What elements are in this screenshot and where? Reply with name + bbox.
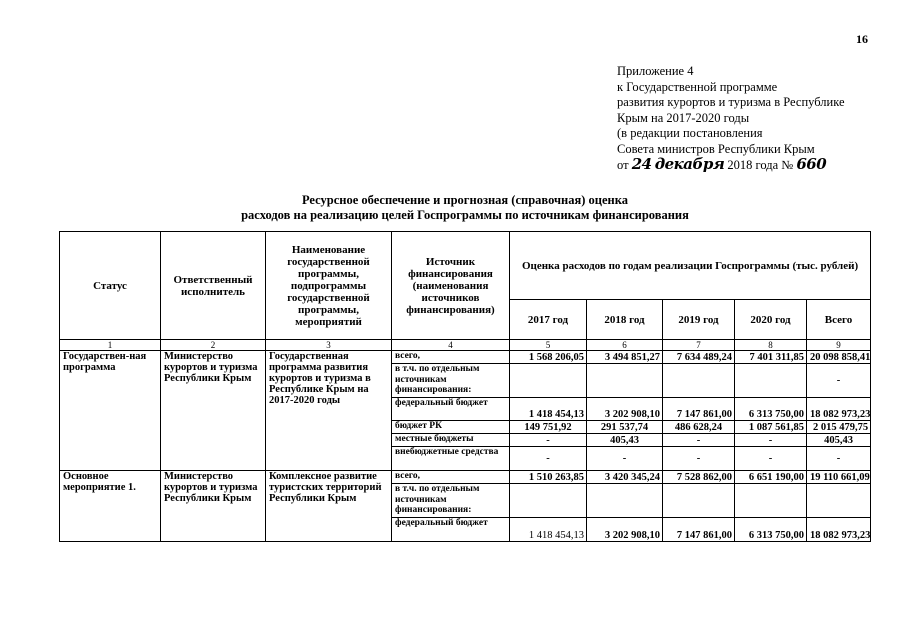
header-source: Источник финансирования (наименования источников финансирования)	[392, 232, 510, 340]
title-line-1: Ресурсное обеспечение и прогнозная (справочная) оценка	[301, 193, 629, 207]
value-cell: -	[807, 364, 871, 398]
value-cell: -	[663, 447, 735, 471]
value-cell: 291 537,74	[587, 421, 663, 434]
value-cell	[663, 484, 735, 518]
source-cell: в т.ч. по отдельным источникам финансирования:	[392, 484, 510, 518]
source-cell: внебюджетные средства	[392, 447, 510, 471]
appendix-line: Совета министров Республики Крым	[617, 141, 815, 156]
value-cell: 1 510 263,85	[510, 471, 587, 484]
resolution-date-line	[617, 157, 845, 174]
handwritten-month: декабря	[654, 155, 725, 173]
value-cell: 7 401 311,85	[735, 351, 807, 364]
header-2019: 2019 год	[663, 300, 735, 340]
column-number: 7	[663, 340, 735, 351]
appendix-line: (в редакции постановления	[617, 126, 763, 140]
header-executor: Ответственный исполнитель	[161, 232, 266, 340]
value-cell: 20 098 858,41	[807, 351, 871, 364]
source-cell: всего,	[392, 351, 510, 364]
header-name: Наименование государственной программы, подпрограммы государственной программы, мероприятий	[266, 232, 392, 340]
financing-table	[59, 231, 871, 542]
value-cell: 1 087 561,85	[735, 421, 807, 434]
value-cell: 7 147 861,00	[663, 398, 735, 421]
executor-cell: Министерство курортов и туризма Республики Крым	[161, 351, 266, 471]
header-2018: 2018 год	[587, 300, 663, 340]
appendix-line: к Государственной программе	[617, 79, 778, 94]
value-cell: -	[735, 434, 807, 447]
status-cell: Государствен-ная программа	[60, 351, 161, 471]
source-cell: федеральный бюджет	[392, 518, 510, 542]
value-cell: 1 418 454,13	[510, 518, 587, 542]
title-line-2: расходов на реализацию целей Госпрограммы по источникам финансирования	[241, 208, 689, 222]
value-cell: 18 082 973,23	[807, 518, 871, 542]
handwritten-number: 660	[796, 155, 827, 173]
value-cell: -	[735, 447, 807, 471]
value-cell: 405,43	[807, 434, 871, 447]
value-cell: 7 528 862,00	[663, 471, 735, 484]
source-cell: всего,	[392, 471, 510, 484]
value-cell	[663, 364, 735, 398]
value-cell: 486 628,24	[663, 421, 735, 434]
header-status: Статус	[60, 232, 161, 340]
date-suffix: 2018 года №	[727, 158, 794, 172]
source-cell: местные бюджеты	[392, 434, 510, 447]
program-name-cell: Государственная программа развития курортов и туризма в Республике Крым на 2017-2020 годы	[266, 351, 392, 471]
column-number-row	[60, 340, 871, 351]
header-total: Всего	[807, 300, 871, 340]
column-number: 1	[60, 340, 161, 351]
source-cell: бюджет РК	[392, 421, 510, 434]
value-cell	[735, 364, 807, 398]
appendix-line: развития курортов и туризма в Республике	[617, 95, 845, 109]
header-estimate: Оценка расходов по годам реализации Госпрограммы (тыс. рублей)	[510, 232, 871, 300]
value-cell: 6 313 750,00	[735, 398, 807, 421]
value-cell: 6 313 750,00	[735, 518, 807, 542]
column-number: 9	[807, 340, 871, 351]
appendix-block	[617, 64, 845, 174]
source-cell: в т.ч. по отдельным источникам финансирования:	[392, 364, 510, 398]
value-cell: 149 751,92	[510, 421, 587, 434]
value-cell	[807, 484, 871, 518]
value-cell: 3 202 908,10	[587, 398, 663, 421]
value-cell: 3 202 908,10	[587, 518, 663, 542]
table-row	[60, 471, 871, 484]
value-cell: -	[807, 447, 871, 471]
value-cell: 1 568 206,05	[510, 351, 587, 364]
value-cell: -	[587, 447, 663, 471]
source-cell: федеральный бюджет	[392, 398, 510, 421]
value-cell: 3 494 851,27	[587, 351, 663, 364]
appendix-line: Приложение 4	[617, 64, 694, 78]
date-prefix: от	[617, 158, 629, 172]
value-cell	[735, 484, 807, 518]
value-cell: 3 420 345,24	[587, 471, 663, 484]
status-cell: Основное мероприятие 1.	[60, 471, 161, 542]
value-cell	[510, 364, 587, 398]
column-number: 2	[161, 340, 266, 351]
value-cell: -	[663, 434, 735, 447]
executor-cell: Министерство курортов и туризма Республики Крым	[161, 471, 266, 542]
handwritten-day: 24	[631, 155, 652, 173]
value-cell: 18 082 973,23	[807, 398, 871, 421]
value-cell: 405,43	[587, 434, 663, 447]
appendix-line: Крым на 2017-2020 годы	[617, 110, 750, 125]
column-number: 4	[392, 340, 510, 351]
header-2020: 2020 год	[735, 300, 807, 340]
table-row	[60, 351, 871, 364]
value-cell	[587, 484, 663, 518]
value-cell: 2 015 479,75	[807, 421, 871, 434]
program-name-cell: Комплексное развитие туристских территорий Республики Крым	[266, 471, 392, 542]
column-number: 6	[587, 340, 663, 351]
value-cell: 1 418 454,13	[510, 398, 587, 421]
value-cell: 6 651 190,00	[735, 471, 807, 484]
value-cell: 7 147 861,00	[663, 518, 735, 542]
header-2017: 2017 год	[510, 300, 587, 340]
page-number: 16	[856, 32, 868, 46]
document-title	[120, 193, 810, 223]
value-cell: 19 110 661,09	[807, 471, 871, 484]
column-number: 3	[266, 340, 392, 351]
column-number: 8	[735, 340, 807, 351]
value-cell: -	[510, 434, 587, 447]
value-cell	[587, 364, 663, 398]
value-cell: 7 634 489,24	[663, 351, 735, 364]
value-cell: -	[510, 447, 587, 471]
value-cell	[510, 484, 587, 518]
column-number: 5	[510, 340, 587, 351]
